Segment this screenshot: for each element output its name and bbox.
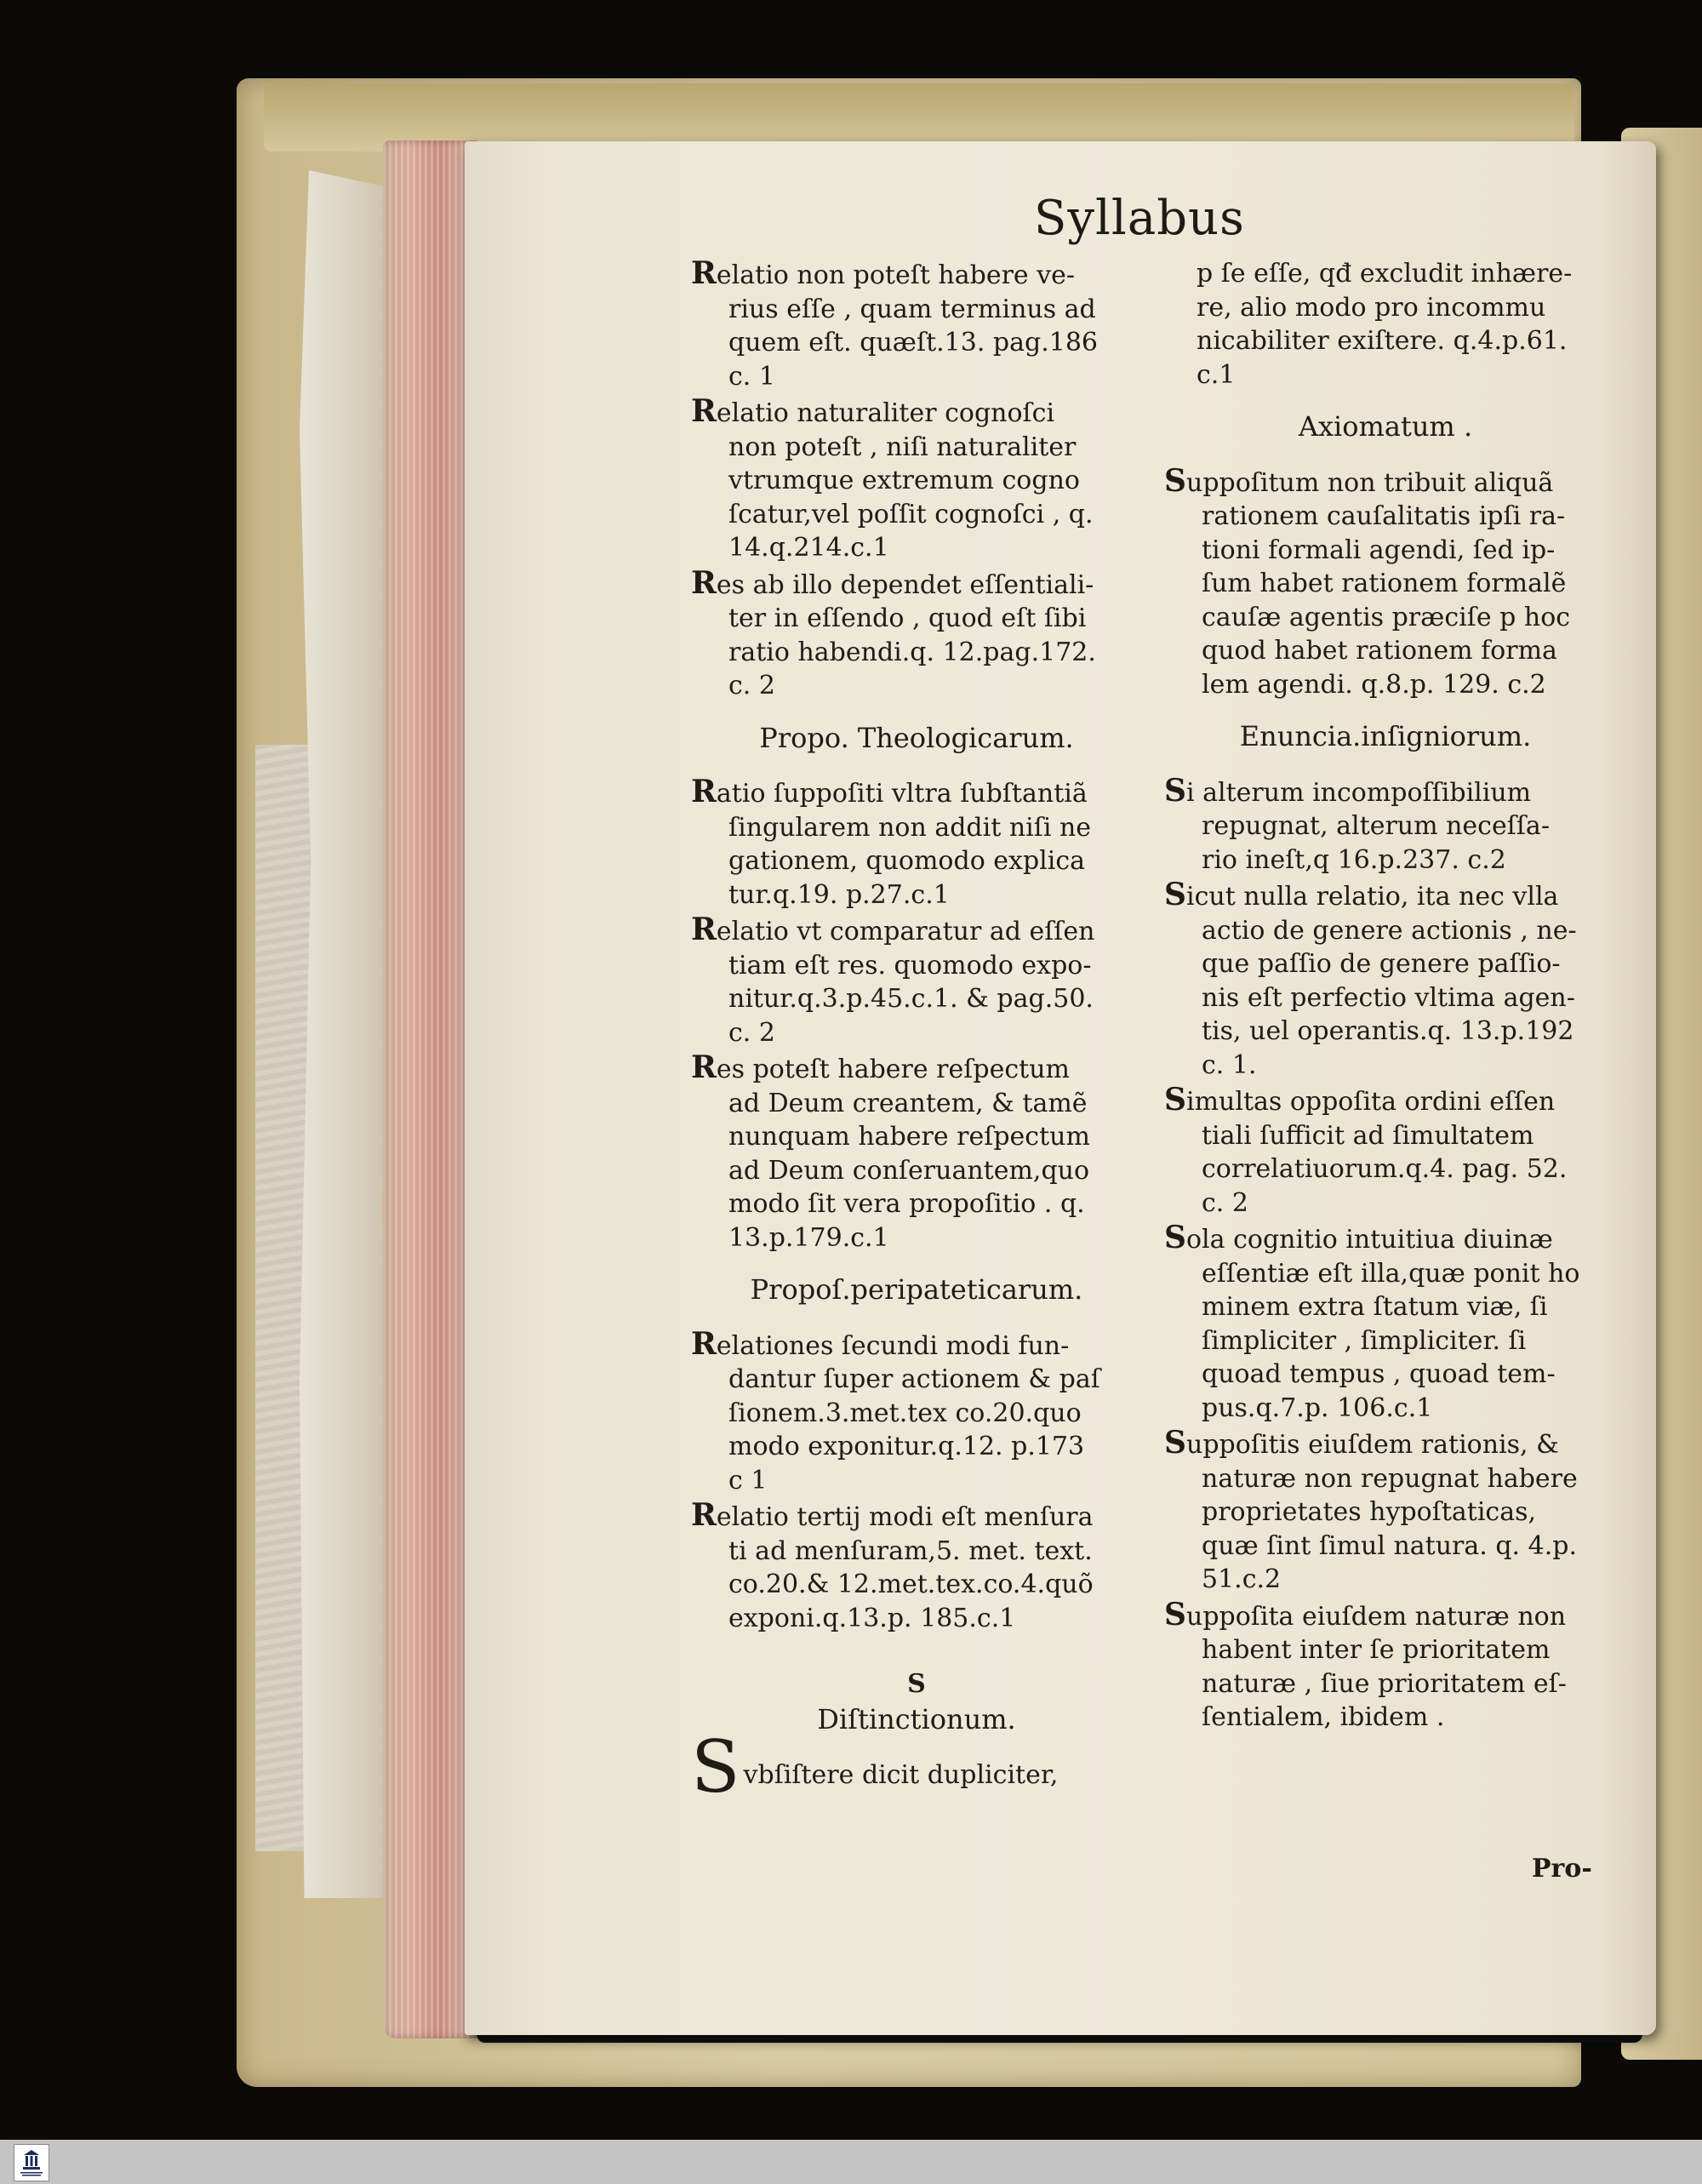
entry-initial: R	[691, 1325, 717, 1362]
entry-text: ola cognitio intuitiua diuinæ eſſentiæ eſt illa,quæ ponit ho minem extra ſtatum viæ, ſi ſimpliciter , ſimpliciter. ſi quoad tempus , quoad tem- pus.q.7.p. 106.c.1	[1186, 1225, 1580, 1423]
section-title-enunciatorum: Enuncia.inſigniorum.	[1239, 720, 1532, 752]
entry-initial: R	[691, 1049, 717, 1085]
letter-heading: S	[907, 1669, 926, 1699]
entry-text: elatio non poteſt habere ve- rius eſſe , quam terminus ad quem eſt. quæſt.13. pag.186 c. 1	[716, 260, 1099, 392]
index-entry	[691, 913, 1142, 1049]
index-entry	[691, 1051, 1142, 1255]
entry-initial: R	[691, 255, 717, 291]
index-entry	[1164, 878, 1607, 1082]
entry-initial: S	[1164, 877, 1186, 912]
index-entry	[1164, 772, 1607, 878]
entry-initial: R	[691, 393, 717, 429]
entry-initial: S	[1164, 1082, 1186, 1118]
index-entry	[691, 564, 1142, 703]
entry-initial: S	[1164, 462, 1186, 499]
entry-text: es ab illo dependet eſſentiali- ter in eſſendo , quod eſt ſibi ratio habendi.q. 12.pag.172. c. 2	[716, 569, 1096, 700]
entry-text: atio ſuppoſiti vltra ſubſtantiã ſingularem non addit niſi ne gationem, quomodo explica tur.q.19. p.27.c.1	[716, 779, 1092, 910]
entry-initial: S	[1164, 1220, 1186, 1255]
section-title-peripateticarum: Propoſ.peripateticarum.	[750, 1273, 1083, 1306]
catchword: Pro-	[1532, 1854, 1592, 1884]
entry-initial: R	[691, 912, 717, 947]
entry-initial: S	[1164, 772, 1186, 809]
entry-text: vbſiſtere dicit dupliciter,	[743, 1760, 1059, 1790]
entry-text: uppoſitis eiuſdem rationis, & naturæ non repugnat habere proprietates hypoſtaticas, quæ ſint ſimul natura. q. 4.p. 51.c.2	[1186, 1430, 1578, 1594]
index-entry	[691, 775, 1142, 912]
index-entry-continuation	[1164, 257, 1607, 392]
index-entry	[1164, 1221, 1607, 1425]
index-entry	[691, 395, 1142, 565]
index-entry	[1164, 1083, 1607, 1220]
index-entry	[1164, 1426, 1607, 1597]
entry-text: elatio vt comparatur ad eſſen tiam eſt res. quomodo expo- nitur.q.3.p.45.c.1. & pag.50. c. 2	[716, 917, 1095, 1048]
index-entry	[1164, 1598, 1607, 1735]
entry-text: es poteſt habere reſpectum ad Deum creantem, & tamẽ nunquam habere reſpectum ad Deum conſeruantem,quo modo ſit vera propoſitio . q. 13.p.179.c.1	[716, 1055, 1090, 1253]
index-entry	[1164, 462, 1607, 702]
entry-text: elationes ſecundi modi fun- dantur ſuper actionem & paſ ſionem.3.met.tex co.20.quo modo exponitur.q.12. p.173 c 1	[716, 1330, 1100, 1495]
entry-text: p ſe eſſe, qđ excludit inhære- re, alio modo pro incommu nicabiliter exiſtere. q.4.p.61. c.1	[1197, 259, 1573, 390]
index-entry	[691, 257, 1142, 393]
entry-text: uppoſitum non tribuit aliquã rationem cauſalitatis ipſi ra- tioni formali agendi, ſed ip- ſum habet rationem formalẽ cauſæ agentis præciſe p hoc quod habet rationem forma lem agendi. q.8.p. 129. c.2	[1186, 467, 1571, 700]
entry-text: i alterum incompoſſibilium repugnat, alterum neceſſa- rio ineſt,q 16.p.237. c.2	[1186, 777, 1550, 875]
library-logo-icon	[14, 2144, 49, 2181]
entry-initial: R	[691, 774, 717, 809]
running-head: Syllabus	[1034, 191, 1245, 246]
entry-initial: R	[691, 564, 717, 601]
left-column	[691, 255, 1142, 1809]
entry-initial: S	[1164, 1596, 1186, 1632]
entry-initial: S	[1164, 1425, 1186, 1461]
entry-text: imultas oppoſita ordini eſſen tiali ſufficit ad ſimultatem correlatiuorum.q.4. pag. 52. c. 2	[1186, 1087, 1568, 1218]
entry-text: elatio naturaliter cognoſci non poteſt , niſi naturaliter vtrumque extremum cogno ſcatur,vel poſſit cognoſci , q. 14.q.214.c.1	[716, 398, 1094, 563]
distinctionum-first-line	[691, 1725, 1142, 1809]
entry-text: icut nulla relatio, ita nec vlla actio de genere actionis , ne- que paſſio de genere paſſio- nis eſt perfectio vltima agen- tis, uel operantis.q. 13.p.192 c. 1.	[1186, 882, 1577, 1080]
section-title-theologicarum: Propo. Theologicarum.	[759, 721, 1074, 754]
index-entry	[691, 1325, 1142, 1498]
section-title-distinctionum: Diſtinctionum.	[817, 1702, 1016, 1735]
right-column	[1164, 257, 1607, 1736]
index-entry	[691, 1499, 1142, 1635]
entry-initial: R	[691, 1497, 717, 1533]
entry-text: elatio tertij modi eſt menſura ti ad menſuram,5. met. text. co.20.& 12.met.tex.co.4.quõ exponi.q.13.p. 185.c.1	[716, 1502, 1094, 1633]
footer-bar	[0, 2140, 1702, 2184]
torn-flyleaf	[300, 170, 393, 1898]
page-fore-edge	[383, 140, 477, 2038]
section-title-axiomatum: Axiomatum .	[1298, 410, 1473, 443]
entry-text: uppoſita eiuſdem naturæ non habent inter ſe prioritatem naturæ , ſiue prioritatem eſ- ſentialem, ibidem .	[1186, 1601, 1567, 1732]
drop-cap: S	[691, 1725, 740, 1809]
